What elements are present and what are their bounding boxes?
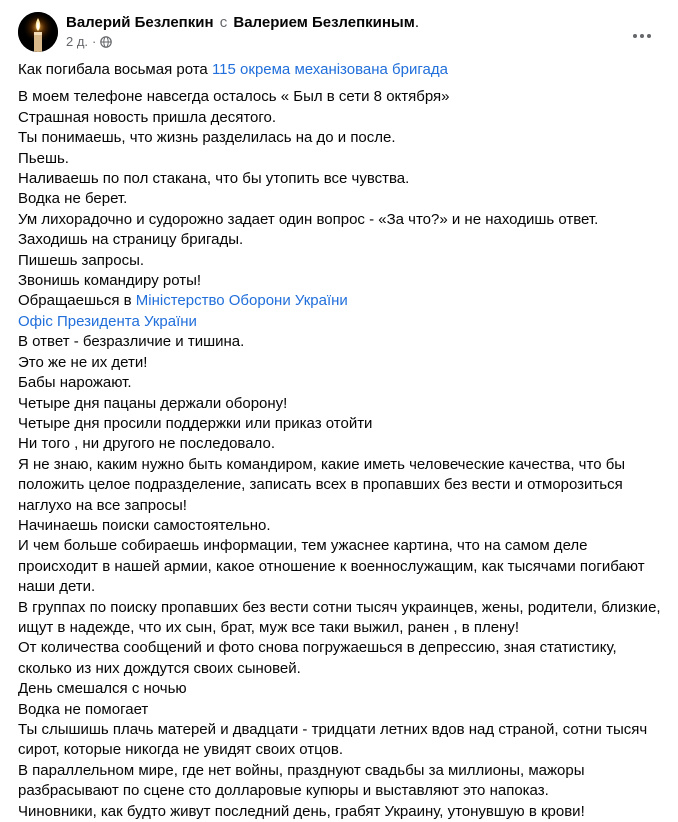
post-text-line: День смешался с ночью — [18, 680, 187, 698]
post-text-line: Ни того , ни другого не последовало. — [18, 435, 275, 453]
post-text-line: Ум лихорадочно и судорожно задает один вопрос - «За что?» и не находишь ответ. — [18, 210, 599, 228]
globe-icon[interactable] — [100, 36, 112, 48]
post-text-line: В моем телефоне навсегда осталось « Был в сети 8 октября» — [18, 88, 450, 106]
candle-icon — [18, 12, 58, 52]
post-text-line: Страшная новость пришла десятого. — [18, 108, 277, 126]
post-text-line: В параллельном мире, где нет войны, празднуют свадьбы за миллионы, мажоры — [18, 761, 585, 779]
more-dot — [633, 34, 637, 38]
appeal-text: Обращаешься в — [18, 292, 136, 310]
post-text-line: наглухо на все запросы! — [18, 496, 187, 514]
post-author — [66, 14, 419, 32]
post-text-line: происходит в нашей армии, какое отношение к военнослужащим, как тысячами погибают — [18, 557, 645, 575]
ministry-link[interactable]: Міністерство Оборони України — [135, 292, 348, 310]
post-text-line: положить целое подразделение, записать всех в пропавших без вести и отморозиться — [18, 476, 623, 494]
post-text-line: Четыре дня пацаны держали оборону! — [18, 394, 288, 412]
post-text-line: ищут в надежде, что их сын, брат, муж все таки выжил, ранен , в плену! — [18, 618, 520, 636]
post-text-line: наши дети. — [18, 578, 96, 596]
appeal-line — [18, 291, 668, 311]
post-lines-part1 — [18, 87, 668, 291]
post-text-line: Четыре дня просили поддержки или приказ отойти — [18, 414, 373, 432]
post-lines-part2 — [18, 332, 668, 822]
more-dot — [647, 34, 651, 38]
post-text-line: сколько из них дождутся своих сыновей. — [18, 659, 301, 677]
post-text-line: Это же не их дети! — [18, 353, 148, 371]
post-text-line: Начинаешь поиски самостоятельно. — [18, 516, 271, 534]
avatar[interactable] — [18, 12, 58, 52]
post-text-line: Наливаешь по пол стакана, что бы утопить все чувства. — [18, 170, 410, 188]
with-word: с — [219, 14, 228, 31]
post-text-line: разбрасывают по сцене сто долларовые купюры и выставляют это напоказ. — [18, 782, 549, 800]
brigade-link[interactable]: 115 окрема механізована бригада — [211, 61, 448, 78]
post-text-line: В ответ - безразличие и тишина. — [18, 333, 245, 351]
post-text-line: В группах по поиску пропавших без вести сотни тысяч украинцев, жены, родители, близкие, — [18, 598, 661, 616]
post-text-line: Ты слышишь плачь матерей и двадцати - тридцати летних вдов над страной, сотни тысяч — [18, 721, 648, 738]
title-text: Как погибала восьмая рота — [18, 61, 212, 78]
tagged-name[interactable]: Валерием Безлепкиным — [233, 14, 415, 31]
post-text-line: Ты понимаешь, что жизнь разделилась на до и после. — [18, 129, 396, 147]
post-time[interactable]: 2 д. — [66, 34, 89, 49]
post-title-line — [18, 60, 668, 80]
post-content — [18, 60, 668, 822]
post-header — [18, 12, 678, 56]
post-text-line: Звонишь командиру роты! — [18, 272, 202, 290]
more-dot — [640, 34, 644, 38]
post-text-line: Я не знаю, каким нужно быть командиром, какие иметь человеческие качества, что бы — [18, 455, 626, 473]
office-line — [18, 312, 668, 332]
post-text-line: Бабы нарожают. — [18, 374, 132, 392]
post-text-line: Пьешь. — [18, 149, 69, 167]
post-text-line: Водка не помогает — [18, 700, 149, 718]
president-office-link[interactable]: Офіс Президента України — [18, 312, 197, 330]
post-text-line: От количества сообщений и фото снова погружаешься в депрессию, зная статистику, — [18, 639, 617, 657]
post-text-line: Пишешь запросы. — [18, 251, 145, 269]
more-options-icon[interactable] — [630, 26, 654, 46]
post-text-line: сирот, которые никогда не увидят своих отцов. — [18, 741, 344, 759]
author-period: . — [414, 14, 419, 31]
post-meta — [66, 34, 112, 50]
meta-separator: · — [92, 34, 97, 49]
post-text-line: Водка не берет. — [18, 190, 128, 208]
post-text-line: Чиновники, как будто живут последний день, грабят Украину, утонувшую в крови! — [18, 802, 585, 820]
post-text-line: Заходишь на страницу бригады. — [18, 231, 244, 249]
post-text-line: И чем больше собираешь информации, тем ужаснее картина, что на самом деле — [18, 537, 588, 555]
author-name[interactable]: Валерий Безлепкин — [66, 14, 214, 31]
